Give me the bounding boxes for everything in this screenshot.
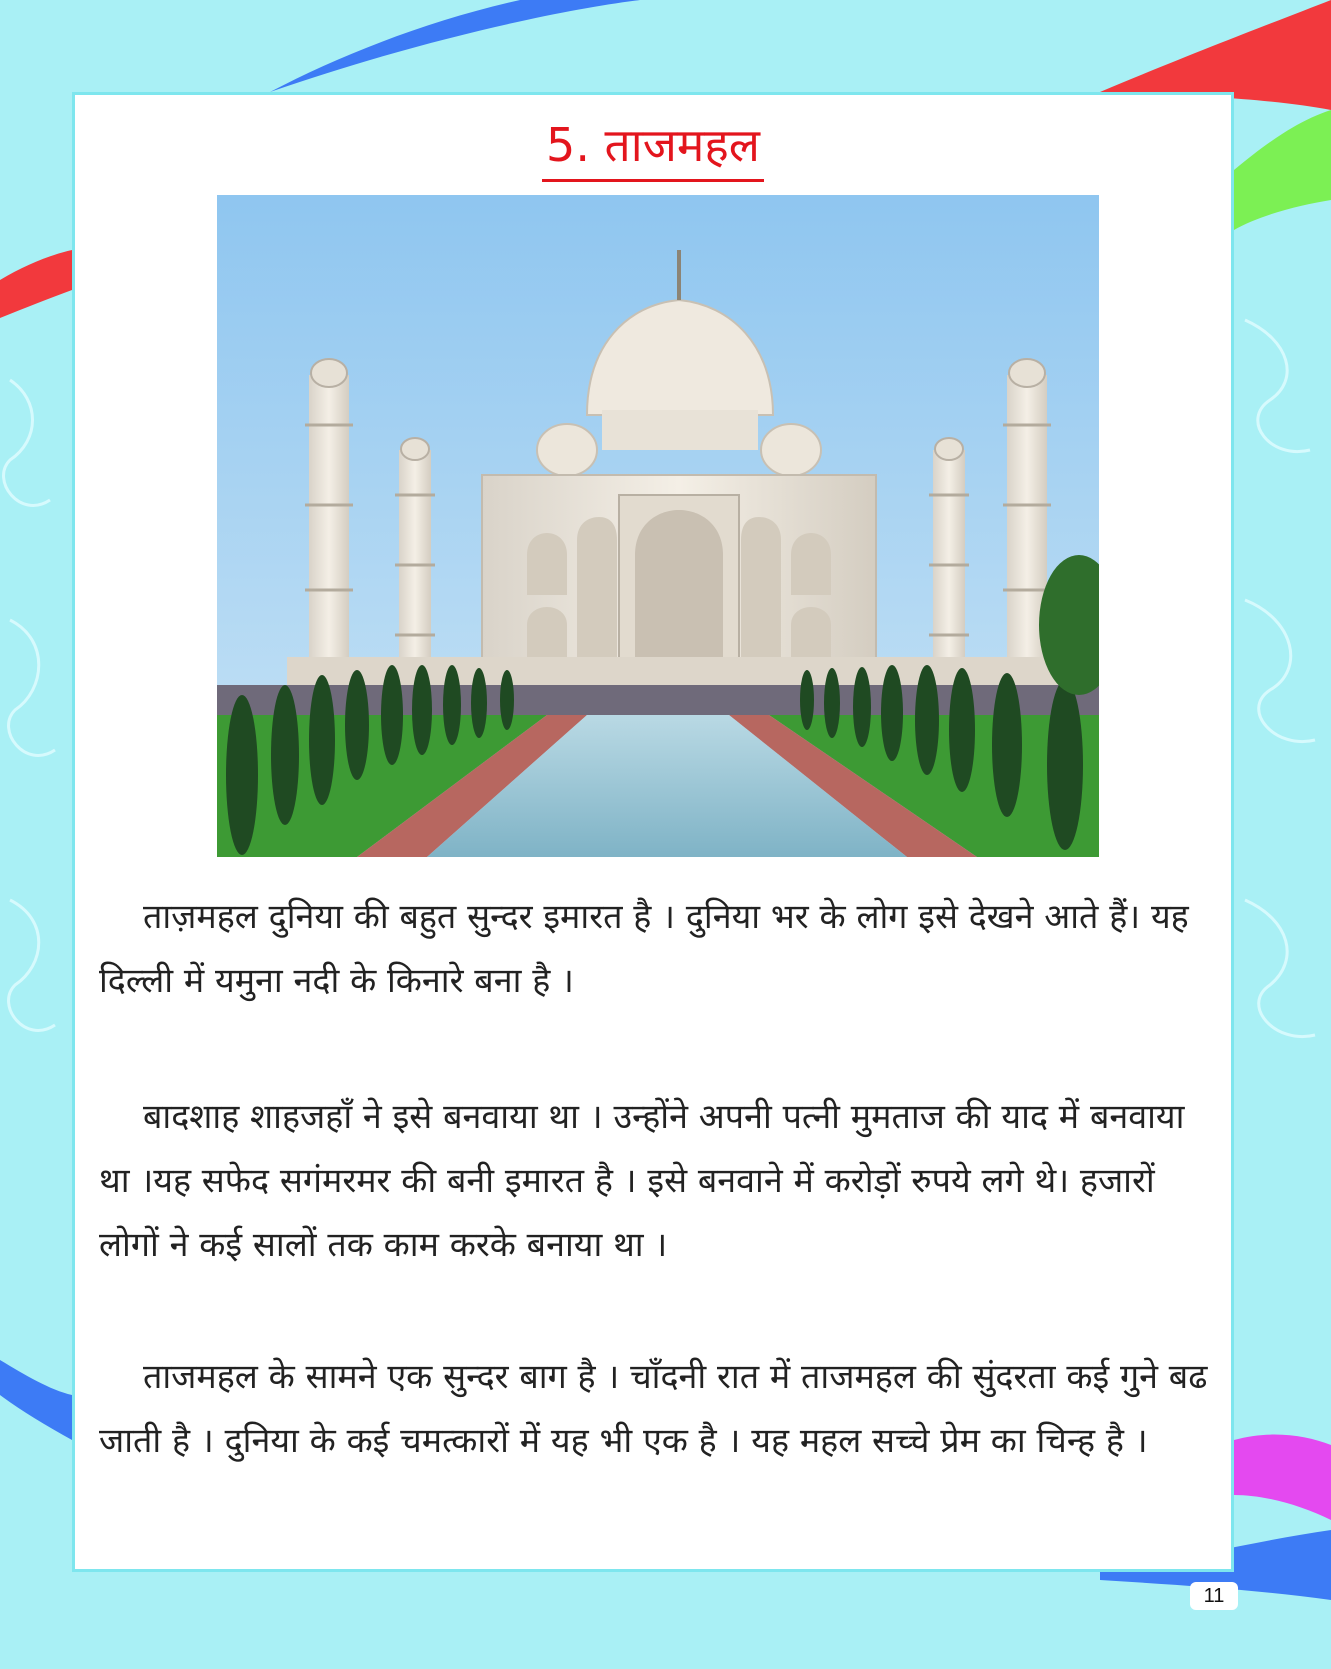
content-card — [72, 92, 1234, 1572]
taj-mahal-photo — [217, 195, 1099, 857]
paragraph-3: ताजमहल के सामने एक सुन्दर बाग है । चाँदनी रात में ताजमहल की सुंदरता कई गुने बढ जाती है । दुनिया के कई चमत्कारों में यह भी एक है । यह महल सच्चे प्रेम का चिन्ह है । — [99, 1357, 1208, 1461]
paragraph-1: ताज़महल दुनिया की बहुत सुन्दर इमारत है । दुनिया भर के लोग इसे देखने आते हैं। यह दिल्ली में यमुना नदी के किनारे बना है । — [99, 897, 1189, 1001]
lesson-title-text: 5. ताजमहल — [542, 115, 764, 182]
paragraph-2: बादशाह शाहजहाँ ने इसे बनवाया था । उन्होंने अपनी पत्नी मुमताज की याद में बनवाया था ।यह सफेद सगंमरमर की बनी इमारत है । इसे बनवाने में करोड़ों रुपये लगे थे। हजारों लोगों ने कई सालों तक काम करके बनाया था । — [99, 1097, 1185, 1265]
lesson-title — [75, 115, 1231, 182]
page-number: 11 — [1190, 1582, 1238, 1610]
